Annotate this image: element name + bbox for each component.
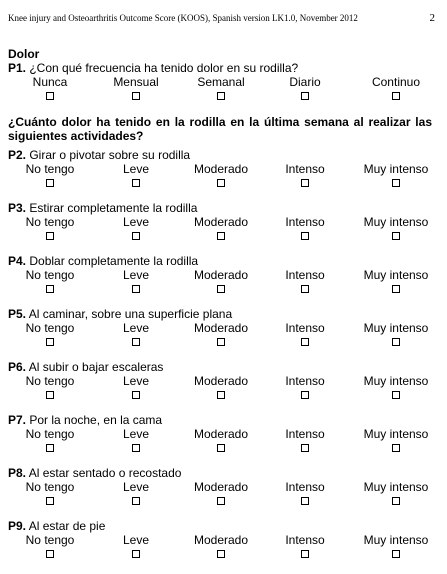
option-label: Leve [122, 480, 150, 494]
option-checkbox[interactable] [392, 92, 400, 100]
question-number: P6. [8, 360, 27, 374]
option-checkbox[interactable] [217, 285, 225, 293]
question-label: Al caminar, sobre una superficie plana [26, 307, 233, 321]
option [351, 161, 441, 191]
option [351, 479, 441, 509]
option-label: Muy intenso [363, 268, 429, 282]
option [5, 74, 95, 104]
option-checkbox[interactable] [301, 391, 309, 399]
option-checkbox[interactable] [217, 550, 225, 558]
option-checkbox[interactable] [132, 497, 140, 505]
question-text [8, 307, 232, 321]
option [91, 214, 181, 244]
option-checkbox[interactable] [46, 338, 54, 346]
header-title: Knee injury and Osteoarthritis Outcome Score (KOOS), Spanish version LK1.0, November 2012 [8, 13, 358, 23]
option-checkbox[interactable] [46, 550, 54, 558]
option [351, 373, 441, 403]
option-label: Intenso [285, 480, 325, 494]
option-checkbox[interactable] [301, 550, 309, 558]
option-checkbox[interactable] [392, 497, 400, 505]
option-label: Muy intenso [363, 480, 429, 494]
option-checkbox[interactable] [132, 232, 140, 240]
option [351, 267, 441, 297]
option-label: Moderado [193, 321, 249, 335]
option [91, 426, 181, 456]
question-text [8, 519, 105, 533]
option [5, 479, 95, 509]
question-number: P5. [8, 307, 27, 321]
option [176, 214, 266, 244]
option-checkbox[interactable] [132, 92, 140, 100]
option-checkbox[interactable] [217, 179, 225, 187]
option [176, 426, 266, 456]
option-label: Intenso [285, 215, 325, 229]
option-label: Moderado [193, 427, 249, 441]
option-checkbox[interactable] [46, 285, 54, 293]
question-text [8, 466, 181, 480]
option [351, 426, 441, 456]
option-checkbox[interactable] [217, 444, 225, 452]
option [176, 161, 266, 191]
option-label: Continuo [371, 75, 421, 89]
option-label: No tengo [25, 480, 75, 494]
option-label: Leve [122, 321, 150, 335]
option [5, 373, 95, 403]
option-checkbox[interactable] [132, 391, 140, 399]
option-checkbox[interactable] [392, 232, 400, 240]
question-text [8, 413, 162, 427]
option [5, 267, 95, 297]
option-label: Intenso [285, 533, 325, 547]
option [260, 267, 350, 297]
option-label: Nunca [32, 75, 68, 89]
option [91, 320, 181, 350]
page-number: 2 [429, 12, 435, 24]
option-label: Muy intenso [363, 533, 429, 547]
option [260, 426, 350, 456]
option-checkbox[interactable] [301, 179, 309, 187]
question-item [8, 201, 438, 245]
option [260, 479, 350, 509]
question-text [8, 201, 197, 215]
option [351, 214, 441, 244]
instruction-text: ¿Cuánto dolor ha tenido en la rodilla en la última semana al realizar las siguientes actividades? [8, 115, 432, 143]
option-label: Mensual [113, 75, 159, 89]
option-label: Muy intenso [363, 374, 429, 388]
option-label: Intenso [285, 162, 325, 176]
option-checkbox[interactable] [46, 497, 54, 505]
option [91, 161, 181, 191]
option [176, 320, 266, 350]
option-label: Intenso [285, 321, 325, 335]
option [176, 373, 266, 403]
question-item [8, 360, 438, 404]
option-label: Moderado [193, 374, 249, 388]
question-text [8, 254, 198, 268]
option [91, 267, 181, 297]
option [5, 161, 95, 191]
option-label: No tengo [25, 427, 75, 441]
option-checkbox[interactable] [46, 232, 54, 240]
option [176, 74, 266, 104]
option-label: Moderado [193, 268, 249, 282]
question-number: P9. [8, 519, 27, 533]
option-label: Leve [122, 427, 150, 441]
option-checkbox[interactable] [132, 338, 140, 346]
question-number: P7. [8, 413, 27, 427]
option-checkbox[interactable] [132, 550, 140, 558]
option-checkbox[interactable] [217, 497, 225, 505]
option-label: Leve [122, 162, 150, 176]
option-checkbox[interactable] [301, 444, 309, 452]
option-checkbox[interactable] [392, 179, 400, 187]
option-label: Moderado [193, 215, 249, 229]
option-label: Leve [122, 268, 150, 282]
question-label: Girar o pivotar sobre su rodilla [26, 148, 191, 162]
option-checkbox[interactable] [132, 444, 140, 452]
section-title: Dolor [8, 47, 40, 61]
option-label: Muy intenso [363, 427, 429, 441]
question-number: P4. [8, 254, 27, 268]
question-item [8, 307, 438, 351]
option-label: No tengo [25, 268, 75, 282]
option-checkbox[interactable] [217, 92, 225, 100]
option-label: Leve [122, 215, 150, 229]
question-number: P2. [8, 148, 27, 162]
option-label: No tengo [25, 215, 75, 229]
option-checkbox[interactable] [392, 391, 400, 399]
option-label: Leve [122, 533, 150, 547]
option-checkbox[interactable] [392, 338, 400, 346]
option-checkbox[interactable] [392, 285, 400, 293]
option [260, 532, 350, 562]
question-label: Estirar completamente la rodilla [26, 201, 198, 215]
option [260, 373, 350, 403]
option [176, 479, 266, 509]
question-text [8, 61, 298, 75]
option-checkbox[interactable] [46, 179, 54, 187]
question-number: P8. [8, 466, 27, 480]
option-label: No tengo [25, 162, 75, 176]
option [260, 214, 350, 244]
question-label: Al estar sentado o recostado [26, 466, 182, 480]
option-label: Moderado [193, 480, 249, 494]
question-text [8, 148, 190, 162]
option-label: Moderado [193, 162, 249, 176]
option-checkbox[interactable] [217, 338, 225, 346]
option-checkbox[interactable] [392, 550, 400, 558]
option-label: Muy intenso [363, 215, 429, 229]
option-label: Intenso [285, 374, 325, 388]
option-label: Muy intenso [363, 321, 429, 335]
option [176, 532, 266, 562]
option [5, 320, 95, 350]
question-number: P3. [8, 201, 27, 215]
option [5, 214, 95, 244]
option-checkbox[interactable] [217, 232, 225, 240]
question-number: P1. [8, 61, 27, 75]
option-checkbox[interactable] [301, 92, 309, 100]
option-checkbox[interactable] [132, 285, 140, 293]
option-checkbox[interactable] [301, 338, 309, 346]
option-checkbox[interactable] [217, 391, 225, 399]
page-header [8, 13, 439, 25]
question-p1 [8, 61, 438, 105]
option [351, 74, 441, 104]
question-label: Doblar completamente la rodilla [26, 254, 199, 268]
option [351, 320, 441, 350]
option [5, 532, 95, 562]
question-item [8, 254, 438, 298]
option-label: Intenso [285, 427, 325, 441]
question-label: Al estar de pie [26, 519, 106, 533]
option-label: Leve [122, 374, 150, 388]
option-checkbox[interactable] [46, 92, 54, 100]
option-label: Intenso [285, 268, 325, 282]
question-label: Al subir o bajar escaleras [26, 360, 164, 374]
option-label: No tengo [25, 321, 75, 335]
option-label: No tengo [25, 374, 75, 388]
option [91, 74, 181, 104]
option-label: Muy intenso [363, 162, 429, 176]
question-item [8, 466, 438, 510]
option [260, 320, 350, 350]
option [91, 532, 181, 562]
option-checkbox[interactable] [46, 391, 54, 399]
option [176, 267, 266, 297]
option-checkbox[interactable] [301, 285, 309, 293]
option-label: Moderado [193, 533, 249, 547]
question-item [8, 413, 438, 457]
option [91, 373, 181, 403]
option-label: Diario [289, 75, 321, 89]
question-label: Por la noche, en la cama [26, 413, 163, 427]
question-item [8, 148, 438, 192]
option [260, 161, 350, 191]
question-item [8, 519, 438, 563]
question-text [8, 360, 163, 374]
option-label: No tengo [25, 533, 75, 547]
option-checkbox[interactable] [301, 497, 309, 505]
option-label: Semanal [197, 75, 245, 89]
option [260, 74, 350, 104]
option-checkbox[interactable] [46, 444, 54, 452]
question-label: ¿Con qué frecuencia ha tenido dolor en su rodilla? [26, 61, 299, 75]
option-checkbox[interactable] [301, 232, 309, 240]
option [5, 426, 95, 456]
option-checkbox[interactable] [132, 179, 140, 187]
option-checkbox[interactable] [392, 444, 400, 452]
option [91, 479, 181, 509]
option [351, 532, 441, 562]
